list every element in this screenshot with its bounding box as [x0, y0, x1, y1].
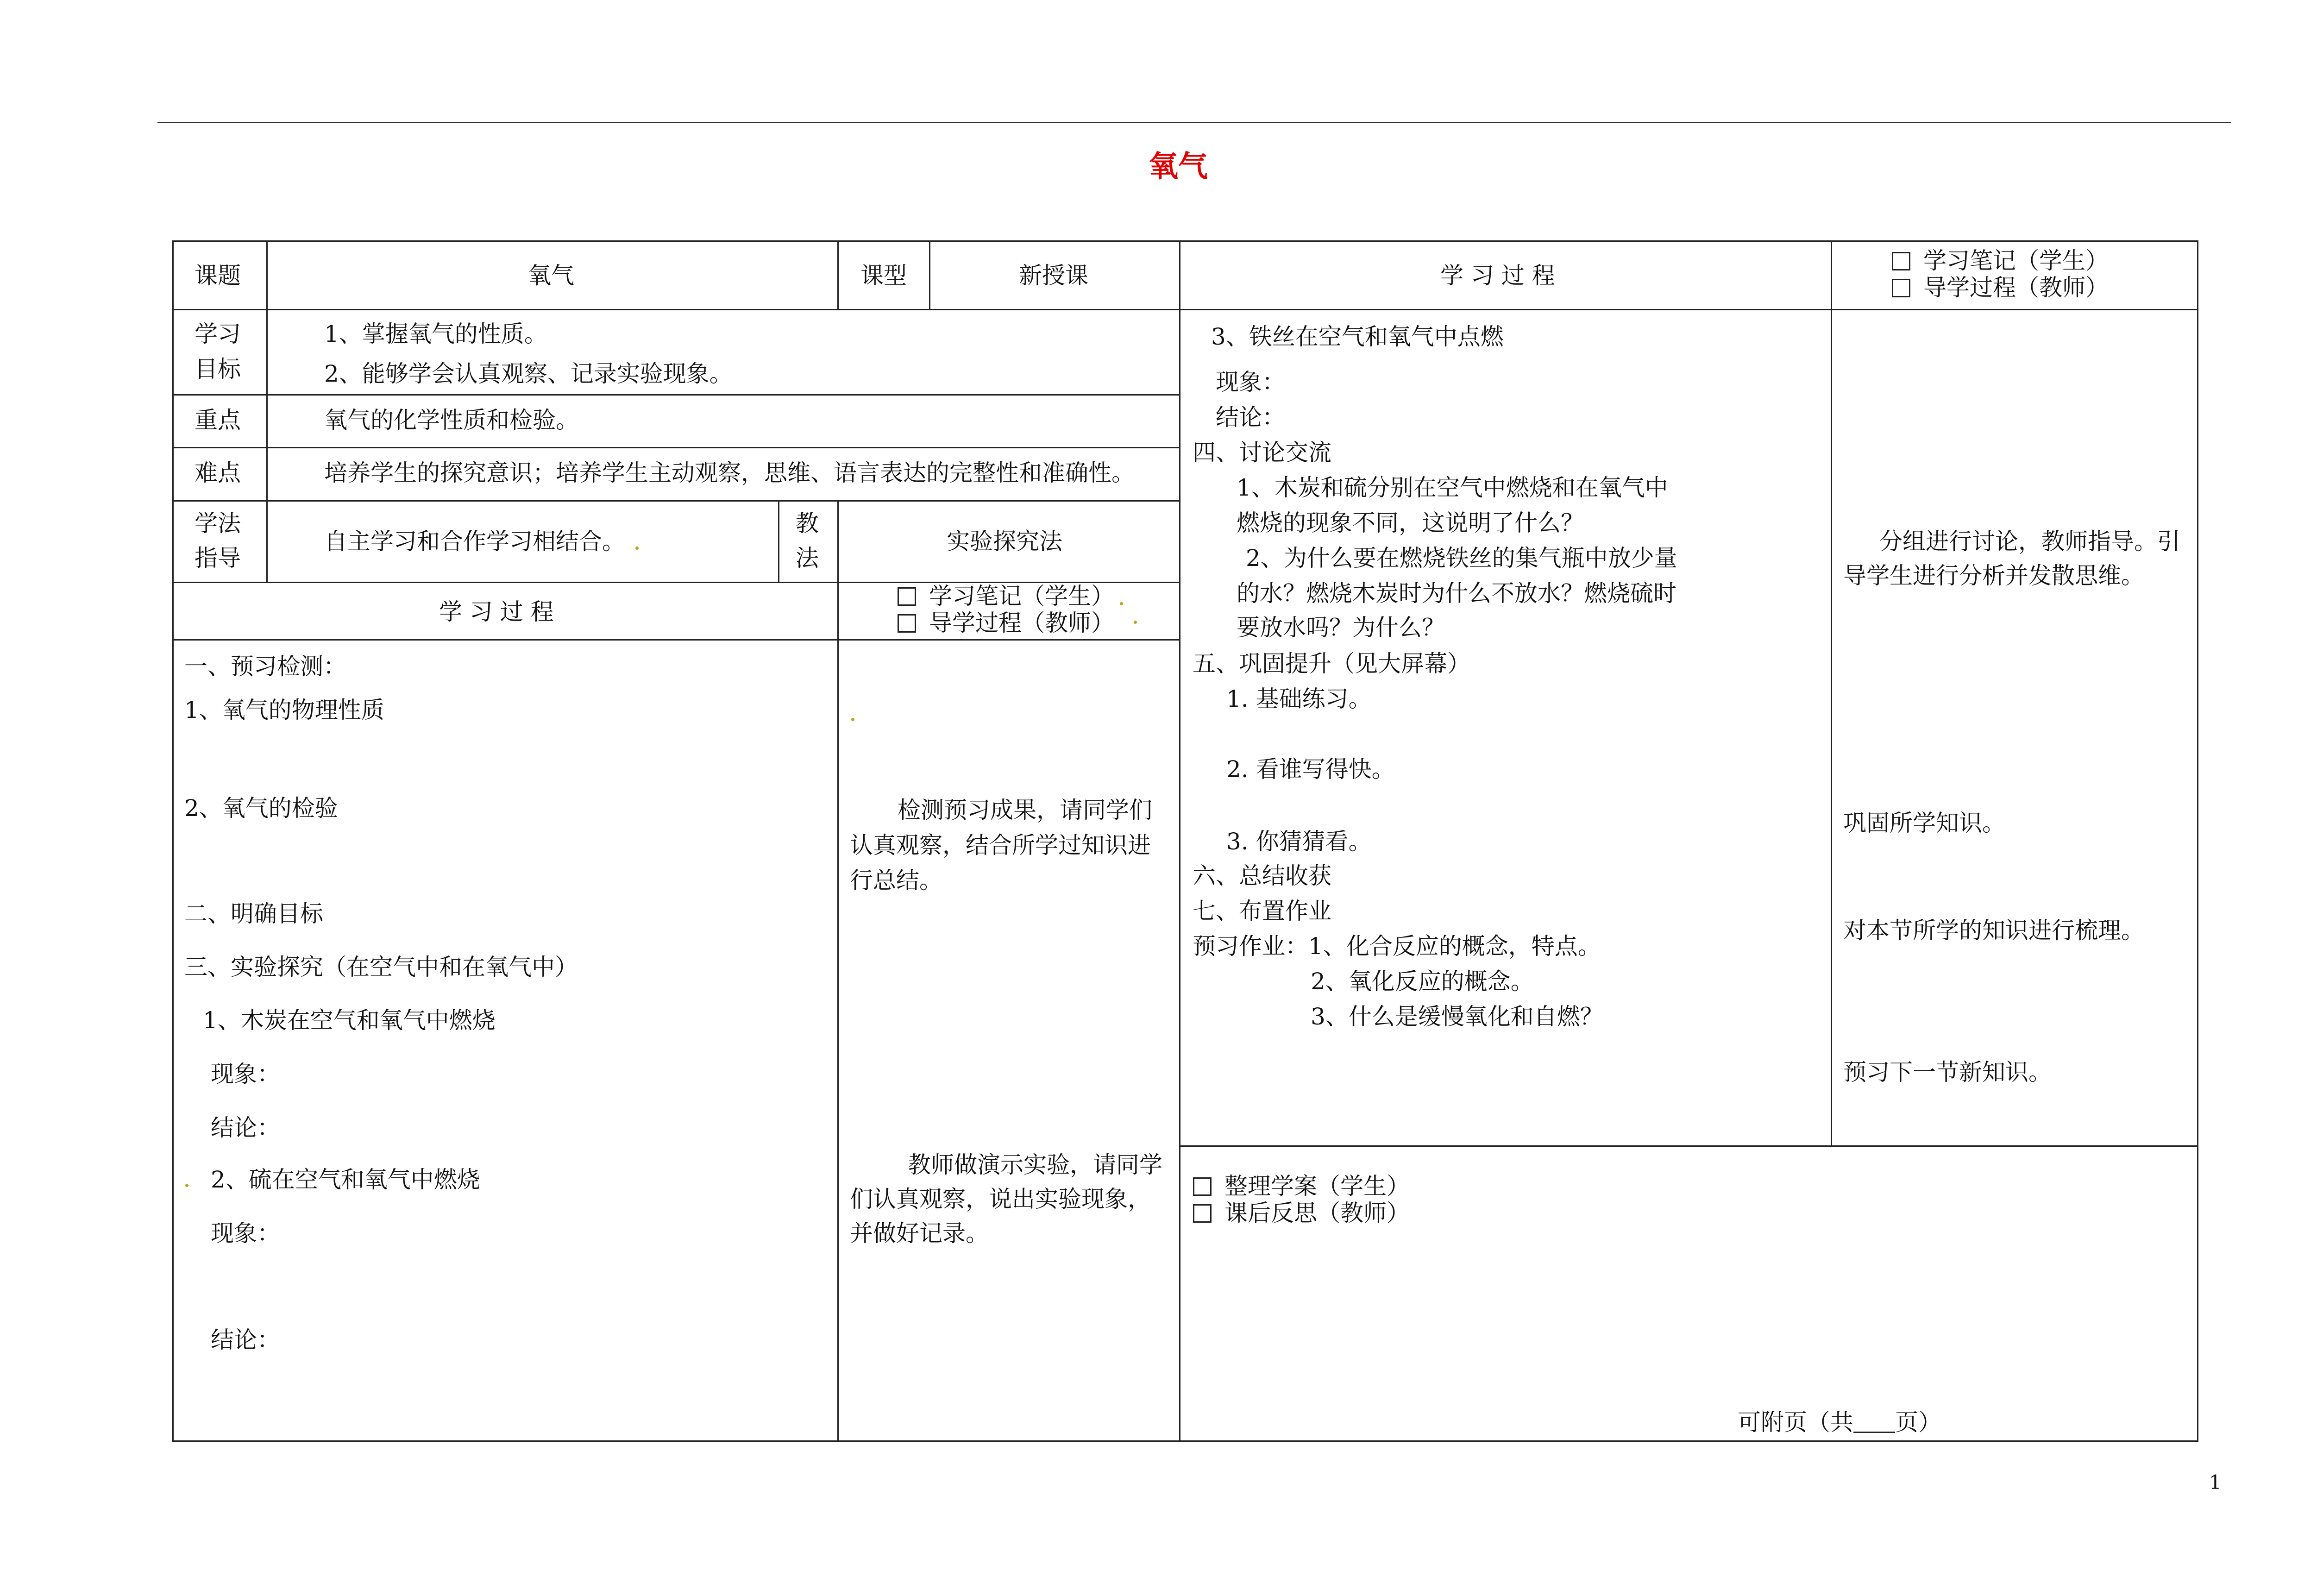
row-line-2 — [172, 394, 1180, 396]
header-rule — [157, 122, 2231, 123]
checkbox-icon — [1892, 279, 1910, 297]
col-line-type-label — [837, 240, 839, 309]
guide-left-1-line2: 认真观察，结合所学过知识进 — [850, 832, 1151, 859]
row-line-6 — [172, 639, 1180, 641]
col-line-teach-value — [837, 500, 839, 1442]
guide-left-1-line3: 行总结。 — [850, 867, 942, 894]
notes-teacher-left: 导学过程（教师） — [898, 611, 1114, 635]
guide-right-4: 预习下一节新知识。 — [1843, 1059, 2052, 1086]
method-label-1: 学法 — [195, 510, 241, 537]
table-border-bottom — [172, 1440, 2198, 1442]
table-border-left — [172, 240, 174, 1442]
row-line-3 — [172, 447, 1180, 448]
topic-label: 课题 — [195, 262, 241, 289]
difficulty-text: 培养学生的探究意识；培养学生主动观察，思维、语言表达的完整性和准确性。 — [324, 459, 1135, 486]
col-line-type-value — [929, 240, 930, 309]
section-1: 一、预习检测： — [184, 653, 346, 680]
topic-value: 氧气 — [528, 262, 574, 289]
col-line-label — [266, 240, 268, 582]
homework-1: 预习作业：1、化合反应的概念，特点。 — [1193, 933, 1601, 960]
section-7: 七、布置作业 — [1193, 898, 1331, 924]
notes-student-left: 学习笔记（学生） — [898, 584, 1114, 608]
checkbox-icon — [1193, 1204, 1212, 1223]
teach-text: 实验探究法 — [947, 528, 1062, 555]
conclusion-2: 结论： — [211, 1326, 280, 1353]
row-line-1 — [172, 309, 2198, 310]
checkbox-icon — [1193, 1177, 1212, 1196]
guide-left-2-line2: 们认真观察，说出实验现象， — [850, 1186, 1151, 1213]
process-header-left: 学 习 过 程 — [439, 598, 554, 625]
method-label-2: 指导 — [195, 545, 241, 572]
guide-right-1-line2: 导学生进行分析并发散思维。 — [1843, 562, 2144, 589]
notes-teacher-right: 导学过程（教师） — [1892, 276, 2109, 299]
teach-label-1: 教 — [796, 510, 819, 537]
lesson-type-value: 新授课 — [1019, 262, 1088, 289]
attachment-pages: 可附页（共 页） — [1738, 1409, 1941, 1436]
guide-left-1-line1: 检测预习成果，请同学们 — [898, 797, 1152, 823]
section-3-3: 3、铁丝在空气和氧气中点燃 — [1211, 323, 1504, 350]
document-title: 氧气 — [1149, 150, 1208, 184]
question-1-line1: 1、木炭和硫分别在空气中燃烧和在氧气中 — [1237, 474, 1668, 501]
section-3: 三、实验探究（在空气中和在氧气中） — [184, 954, 578, 980]
section-5-2: 2. 看谁写得快。 — [1226, 756, 1395, 783]
conclusion-1: 结论： — [211, 1114, 280, 1141]
phenomenon-2: 现象： — [211, 1220, 280, 1247]
checkbox-icon — [1892, 252, 1910, 270]
section-3-2: 2、硫在空气和氧气中燃烧 — [211, 1166, 480, 1193]
conclusion-3: 结论： — [1216, 404, 1285, 431]
section-1-2: 2、氧气的检验 — [184, 795, 338, 822]
homework-3: 3、什么是缓慢氧化和自燃？ — [1311, 1003, 1603, 1030]
goal-label-2: 目标 — [195, 356, 241, 383]
question-2-line1: 2、为什么要在燃烧铁丝的集气瓶中放少量 — [1246, 545, 1677, 572]
method-text: 自主学习和合作学习相结合。 — [324, 528, 625, 555]
key-label: 重点 — [195, 407, 241, 434]
page-number: 1 — [2209, 1471, 2222, 1494]
section-5-3: 3. 你猜猜看。 — [1226, 828, 1372, 855]
blank-line — [1853, 1413, 1895, 1433]
row-line-4 — [172, 500, 1180, 502]
process-header-right: 学 习 过 程 — [1440, 262, 1555, 289]
checkbox-icon — [898, 614, 916, 633]
table-border-top — [172, 240, 2198, 242]
section-6: 六、总结收获 — [1193, 862, 1331, 889]
homework-2: 2、氧化反应的概念。 — [1311, 968, 1534, 995]
teach-label-2: 法 — [796, 545, 819, 572]
lesson-type-label: 课型 — [860, 262, 907, 289]
goal-1: 1、掌握氧气的性质。 — [324, 320, 547, 347]
col-line-right-notes — [1831, 240, 1832, 1146]
guide-right-3: 对本节所学的知识进行梳理。 — [1843, 917, 2144, 944]
center-divider — [1179, 240, 1180, 1442]
notes-student-right: 学习笔记（学生） — [1892, 249, 2109, 272]
question-2-line2: 的水？燃烧木炭时为什么不放水？燃烧硫时 — [1237, 580, 1676, 607]
goal-label-1: 学习 — [195, 320, 241, 347]
checkbox-icon — [898, 587, 916, 606]
guide-right-2: 巩固所学知识。 — [1843, 810, 2005, 836]
after-class-student: 整理学案（学生） — [1193, 1175, 1410, 1198]
row-line-right-bottom — [1179, 1145, 2198, 1147]
key-text: 氧气的化学性质和检验。 — [324, 407, 579, 434]
section-1-1: 1、氧气的物理性质 — [184, 697, 384, 723]
section-2: 二、明确目标 — [184, 900, 323, 927]
after-class-teacher: 课后反思（教师） — [1193, 1201, 1410, 1225]
guide-right-1-line1: 分组进行讨论，教师指导。引 — [1879, 528, 2180, 555]
section-4: 四、讨论交流 — [1193, 439, 1331, 466]
guide-left-2-line1: 教师做演示实验，请同学 — [908, 1151, 1162, 1178]
question-1-line2: 燃烧的现象不同，这说明了什么？ — [1237, 509, 1584, 536]
col-line-teach-label — [778, 500, 779, 582]
section-3-1: 1、木炭在空气和氧气中燃烧 — [203, 1007, 496, 1034]
goal-2: 2、能够学会认真观察、记录实验现象。 — [324, 360, 733, 387]
phenomenon-1: 现象： — [211, 1061, 280, 1087]
question-2-line3: 要放水吗？为什么？ — [1237, 614, 1445, 641]
guide-left-2-line3: 并做好记录。 — [850, 1220, 989, 1247]
section-5-1: 1. 基础练习。 — [1226, 685, 1372, 712]
section-5: 五、巩固提升（见大屏幕） — [1193, 650, 1470, 677]
table-border-right — [2197, 240, 2198, 1442]
difficulty-label: 难点 — [195, 459, 241, 486]
phenomenon-3: 现象： — [1216, 369, 1285, 396]
